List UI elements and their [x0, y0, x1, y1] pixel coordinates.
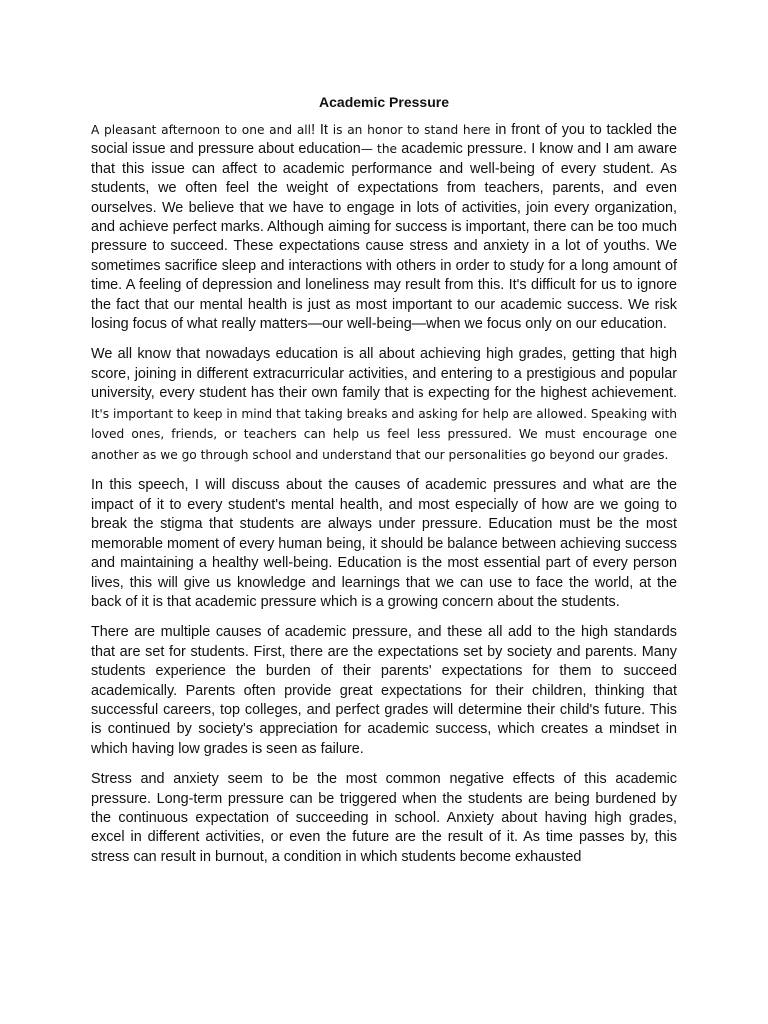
- paragraph-4: There are multiple causes of academic pressure, and these all add to the high standards that are set for students. First, there are the expectations set by society and parents. Many students experience the burden of their parents' expectations for them to succeed academically. Parents often provide great expectations for their children, thinking that successful careers, top colleges, and perfect grades will determine their child's future. This is continued by society's appreciation for academic success, which creates a mindset in which having low grades is seen as failure.: [91, 624, 677, 757]
- document-body: [91, 121, 677, 878]
- paragraph-2-run-b: It's important to keep in mind that taking breaks and asking for help are allowed. Speaking with loved ones, friends, or teachers can help us feel less pressured. We must encourage one another as we go through school and understand that our personalities go beyond our grades.: [91, 406, 677, 462]
- paragraph-2: [91, 345, 677, 465]
- paragraph-1-run-b: ! It: [311, 122, 333, 138]
- paragraph-1-run-f: academic pressure. I know and I am aware that this issue can affect to academic performance and well-being of every student. As students, we often feel the weight of expectations from teachers, parents, and even ourselves. We believe that we have to engage in lots of activities, join every organization, and achieve perfect marks. Although aiming for success is important, there can be too much pressure to succeed. These expectations cause stress and anxiety in a lot of youths. We sometimes sacrifice sleep and interactions with others in order to study for a long amount of time. A feeling of depression and loneliness may result from this. It's difficult for us to ignore the fact that our mental health is just as most important to our academic success. We risk losing focus of what really matters—our well-being—when we focus only on our education.: [91, 141, 677, 333]
- document-title: Academic Pressure: [319, 94, 449, 110]
- paragraph-1-run-d: in front of you to tackled the social issue and pressure about education: [91, 122, 677, 158]
- paragraph-1: [91, 121, 677, 334]
- paragraph-1-run-c: is an honor to stand here: [332, 123, 491, 137]
- paragraph-1-run-e: — the: [360, 142, 398, 157]
- paragraph-3: In this speech, I will discuss about the causes of academic pressures and what are the impact of it to every student's mental health, and most especially of how are we going to break the stigma that students are always under pressure. Education must be the most memorable moment of every human being, it should be balance between achieving success and maintaining a healthy well-being. Education is the most essential part of every person lives, this will give us knowledge and learnings that we can use to face the world, at the back of it is that academic pressure which is a growing concern about the students.: [91, 477, 677, 610]
- paragraph-5: Stress and anxiety seem to be the most common negative effects of this academic pressure. Long-term pressure can be triggered when the students are being burdened by the continuous expectation of succeeding in school. Anxiety about having high grades, excel in different activities, or even the future are the result of it. As time passes by, this stress can result in burnout, a condition in which students become exhausted: [91, 771, 677, 865]
- paragraph-1-run-a: A pleasant afternoon to one and all: [91, 123, 312, 137]
- paragraph-2-run-a: We all know that nowadays education is all about achieving high grades, getting that high score, joining in different extracurricular activities, and entering to a prestigious and popular university, every student has their own family that is expecting for the highest achievement.: [91, 346, 677, 402]
